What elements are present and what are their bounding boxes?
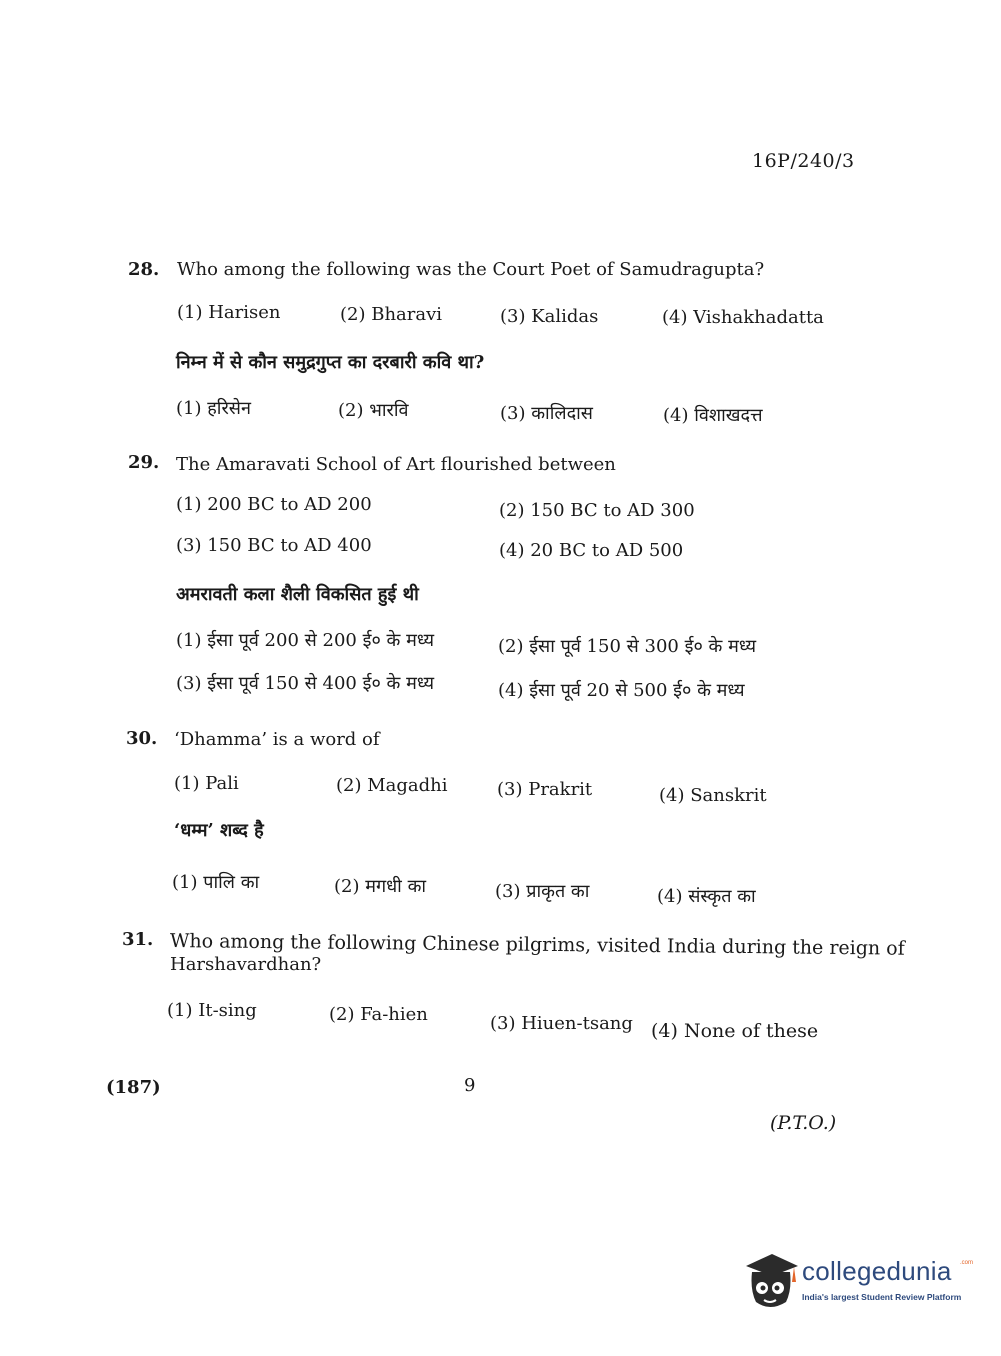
option-4-hindi: (4) विशाखदत्त (663, 405, 763, 426)
question-text-hindi: अमरावती कला शैली विकसित हुई थी (176, 584, 419, 605)
option-3-english: (3) Kalidas (500, 306, 599, 327)
option-3-hindi: (3) प्राकृत का (495, 881, 590, 902)
option-3-hindi: (3) कालिदास (500, 403, 593, 424)
paper-code: 16P/240/3 (752, 150, 855, 172)
option-4-english: (4) 20 BC to AD 500 (499, 540, 684, 561)
question-text-english: Who among the following was the Court Poet of Samudragupta? (177, 259, 765, 280)
option-4-hindi: (4) ईसा पूर्व 20 से 500 ई० के मध्य (498, 680, 745, 701)
brand-suffix: .com (960, 1260, 974, 1266)
option-1-english: (1) Harisen (177, 302, 281, 323)
option-2-english: (2) Fa-hien (329, 1004, 428, 1025)
option-1-english: (1) 200 BC to AD 200 (176, 494, 372, 515)
option-4-english: (4) Sanskrit (659, 785, 767, 806)
collegedunia-watermark (742, 1250, 972, 1314)
question-number: 29. (128, 452, 160, 473)
option-3-english: (3) 150 BC to AD 400 (176, 535, 372, 556)
question-text-english-line-2: Harshavardhan? (170, 954, 322, 975)
question-number: 28. (128, 259, 160, 280)
please-turn-over: (P.T.O.) (770, 1112, 837, 1134)
question-text-hindi: ‘धम्म’ शब्द है (174, 820, 264, 841)
option-2-english: (2) Magadhi (336, 775, 448, 796)
option-2-hindi: (2) ईसा पूर्व 150 से 300 ई० के मध्य (498, 636, 757, 657)
question-text-english: The Amaravati School of Art flourished between (176, 454, 616, 475)
option-2-english: (2) Bharavi (340, 304, 443, 325)
option-1-english: (1) It-sing (167, 1000, 257, 1021)
mascot-icon (742, 1250, 800, 1314)
question-text-english: ‘Dhamma’ is a word of (174, 729, 380, 750)
option-3-english: (3) Prakrit (497, 779, 593, 800)
option-2-hindi: (2) मगधी का (334, 876, 427, 897)
option-4-hindi: (4) संस्कृत का (657, 886, 756, 907)
option-2-hindi: (2) भारवि (338, 400, 409, 421)
question-number: 31. (122, 929, 154, 950)
option-2-english: (2) 150 BC to AD 300 (499, 500, 695, 521)
option-1-english: (1) Pali (174, 773, 239, 794)
option-1-hindi: (1) हरिसेन (176, 398, 251, 419)
question-number: 30. (126, 728, 158, 749)
question-text-english-line-1: Who among the following Chinese pilgrims, visited India during the reign of (169, 930, 905, 960)
option-4-english: (4) None of these (651, 1020, 819, 1042)
option-3-english: (3) Hiuen-tsang (490, 1013, 633, 1034)
option-3-hindi: (3) ईसा पूर्व 150 से 400 ई० के मध्य (176, 673, 435, 694)
brand-tagline: India's largest Student Review Platform (802, 1292, 962, 1302)
option-1-hindi: (1) पालि का (172, 872, 260, 893)
question-text-hindi: निम्न में से कौन समुद्रगुप्त का दरबारी कवि था? (176, 352, 485, 373)
brand-name: collegedunia (802, 1256, 952, 1286)
booklet-number: (187) (106, 1077, 161, 1098)
page-number: 9 (464, 1075, 476, 1096)
option-1-hindi: (1) ईसा पूर्व 200 से 200 ई० के मध्य (176, 630, 435, 651)
option-4-english: (4) Vishakhadatta (662, 307, 824, 328)
